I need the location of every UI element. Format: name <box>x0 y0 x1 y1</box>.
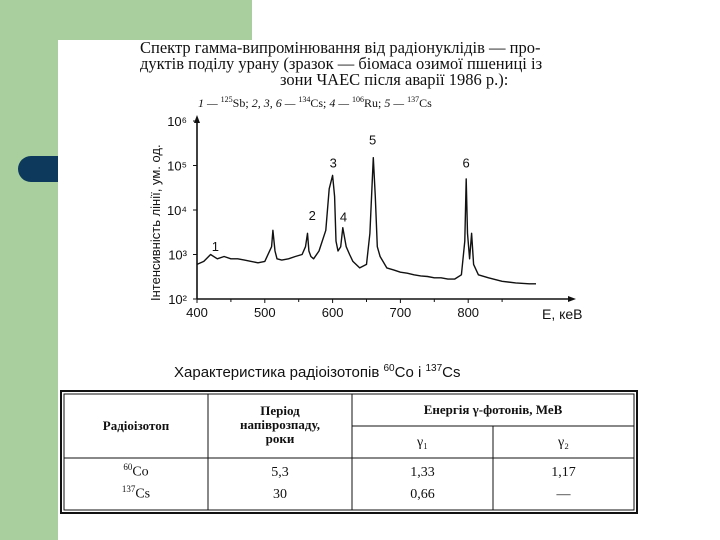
header-half-life-line-1: Період <box>260 403 300 418</box>
peak-label: 6 <box>462 155 470 171</box>
chart-y-axis-label: Інтенсивність лінії, ум. од. <box>148 144 163 301</box>
legend-mass-2: 134 <box>298 95 311 104</box>
legend-mass-1: 125 <box>220 95 233 104</box>
x-tick-label: 600 <box>321 305 344 320</box>
table-title-mass-1: 60 <box>383 363 395 374</box>
header-half-life-line-2: напіврозпаду, <box>240 417 320 432</box>
row-cs-half-life: 30 <box>273 487 287 502</box>
header-half-life <box>208 404 352 446</box>
header-energy: Енергія γ-фотонів, МеВ <box>423 402 563 417</box>
y-axis-arrow <box>194 115 200 123</box>
row-cs-element: Cs <box>135 486 151 502</box>
legend-num-2: 2, 3, 6 — <box>251 96 296 110</box>
header-half-life-line-3: роки <box>265 431 295 446</box>
legend-mass-4: 137 <box>407 95 420 104</box>
x-tick-label: 400 <box>186 305 208 320</box>
table-title-el-1: Co і <box>394 364 422 381</box>
x-tick-label: 700 <box>389 305 412 320</box>
peak-label: 4 <box>339 209 348 225</box>
row-co-isotope <box>64 462 208 481</box>
row-co-gamma-2: 1,17 <box>551 465 576 480</box>
caption-line-3: зони ЧАЕС після аварії 1986 р.): <box>280 70 509 89</box>
legend-el-1: Sb; <box>232 96 249 110</box>
header-gamma-2: γ₂ <box>557 435 570 450</box>
row-cs-gamma-1: 0,66 <box>410 487 435 502</box>
peak-label: 2 <box>308 207 316 223</box>
x-tick-label: 800 <box>457 305 480 320</box>
x-tick-label: 500 <box>253 305 276 320</box>
spectrum-line <box>197 155 536 284</box>
x-axis-arrow <box>568 296 576 302</box>
y-tick-label: 10⁶ <box>167 114 187 129</box>
legend-mass-3: 106 <box>352 95 365 104</box>
header-gamma-1: γ₁ <box>416 435 429 450</box>
table-title-mass-2: 137 <box>425 363 443 374</box>
table-title-prefix: Характеристика радіоізотопів <box>174 364 380 381</box>
legend-el-3: Ru; <box>364 96 382 110</box>
caption-line-2: дуктів поділу урану (зразок — біомаса озимої пшениці із <box>140 54 543 73</box>
peak-label: 1 <box>211 238 219 254</box>
y-tick-label: 10² <box>168 292 187 307</box>
peak-label: 3 <box>329 155 337 171</box>
peak-label: 5 <box>368 132 377 148</box>
row-co-gamma-1: 1,33 <box>410 465 435 480</box>
row-cs-mass: 137 <box>121 484 136 494</box>
table-title <box>174 363 461 381</box>
y-tick-label: 10⁴ <box>166 203 187 218</box>
x-axis-label: E, кеВ <box>542 306 583 322</box>
row-co-element: Co <box>132 464 149 480</box>
legend-num-4: 5 — <box>384 96 405 110</box>
y-tick-label: 10⁵ <box>167 158 187 174</box>
row-co-half-life: 5,3 <box>271 465 289 480</box>
header-isotope: Радіоізотоп <box>102 418 170 433</box>
row-cs-gamma-2: — <box>556 487 571 502</box>
legend-el-4: Cs <box>419 96 432 110</box>
legend-num-3: 4 — <box>329 96 350 110</box>
isotope-table <box>60 390 638 514</box>
legend-num-1: 1 — <box>198 96 218 110</box>
legend-el-2: Cs; <box>310 96 327 110</box>
table-title-el-2: Cs <box>442 364 461 381</box>
row-cs-isotope <box>64 484 208 503</box>
caption-line-1: Спектр гамма-випромінювання від радіонуклідів — про- <box>140 38 541 57</box>
row-co-mass: 60 <box>123 462 133 472</box>
y-tick-label: 10³ <box>168 247 187 263</box>
